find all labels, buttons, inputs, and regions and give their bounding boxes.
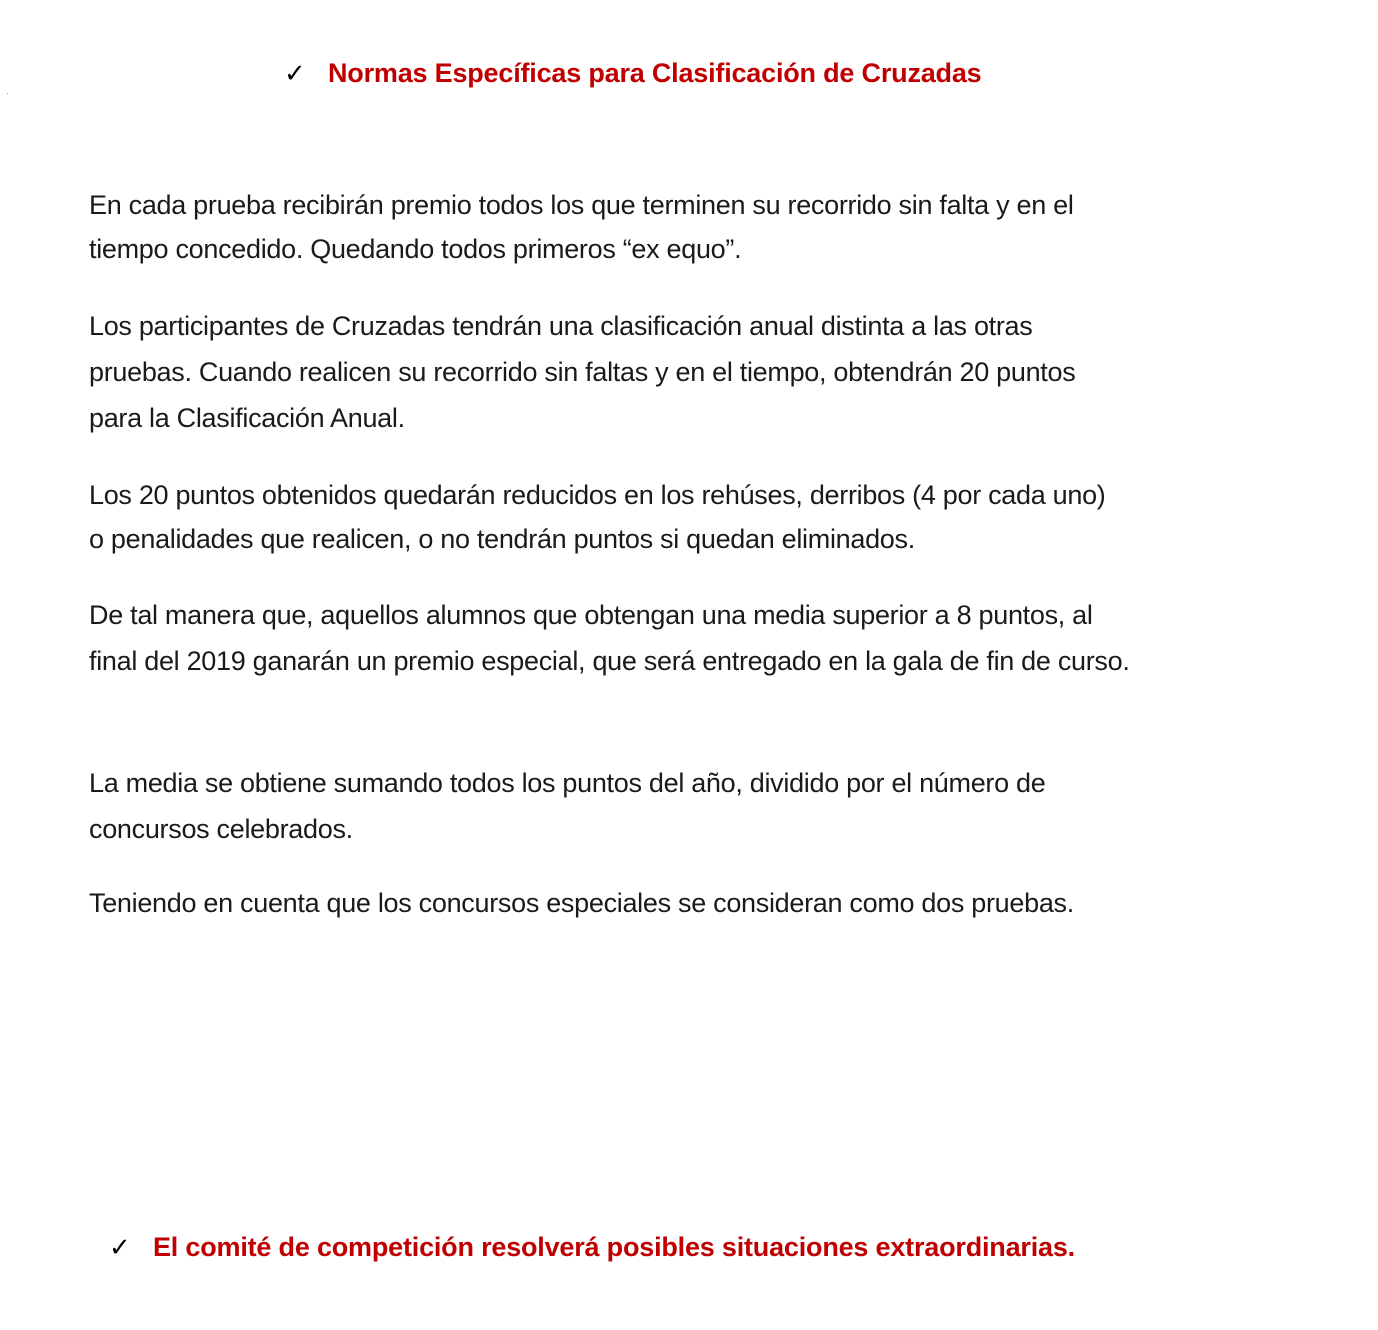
paragraph-special-prize: [89, 592, 1130, 684]
paragraph-annual-classification: [89, 303, 1075, 441]
paragraph-line: De tal manera que, aquellos alumnos que obtengan una media superior a 8 puntos, al: [89, 600, 1093, 630]
paragraph-line: Los participantes de Cruzadas tendrán una clasificación anual distinta a las otras: [89, 311, 1033, 341]
paragraph-line: final del 2019 ganarán un premio especial, que será entregado en la gala de fin de curso.: [89, 646, 1130, 676]
paragraph-line: En cada prueba recibirán premio todos los que terminen su recorrido sin falta y en el: [89, 190, 1074, 220]
paragraph-special-contests: [89, 881, 1074, 925]
paragraph-line: Teniendo en cuenta que los concursos especiales se consideran como dos pruebas.: [89, 888, 1074, 918]
paragraph-average: [89, 760, 1045, 852]
paragraph-line: La media se obtiene sumando todos los puntos del año, dividido por el número de: [89, 768, 1046, 798]
checkmark-icon: ✓: [109, 1232, 131, 1262]
section-heading-committee: [109, 1232, 1075, 1263]
paragraph-line: o penalidades que realicen, o no tendrán puntos si quedan eliminados.: [89, 524, 915, 554]
paragraph-prizes: [89, 183, 1074, 271]
margin-speck: [7, 93, 8, 94]
paragraph-line: para la Clasificación Anual.: [89, 403, 405, 433]
section-heading-text: El comité de competición resolverá posibles situaciones extraordinarias.: [153, 1232, 1075, 1262]
section-heading-cruzadas: [284, 58, 981, 89]
paragraph-line: tiempo concedido. Quedando todos primeros “ex equo”.: [89, 234, 742, 264]
paragraph-line: pruebas. Cuando realicen su recorrido sin faltas y en el tiempo, obtendrán 20 puntos: [89, 357, 1076, 387]
section-heading-text: Normas Específicas para Clasificación de Cruzadas: [328, 58, 982, 88]
paragraph-penalties: [89, 473, 1106, 561]
paragraph-line: concursos celebrados.: [89, 814, 353, 844]
paragraph-line: Los 20 puntos obtenidos quedarán reducidos en los rehúses, derribos (4 por cada uno): [89, 480, 1106, 510]
checkmark-icon: ✓: [284, 58, 306, 88]
